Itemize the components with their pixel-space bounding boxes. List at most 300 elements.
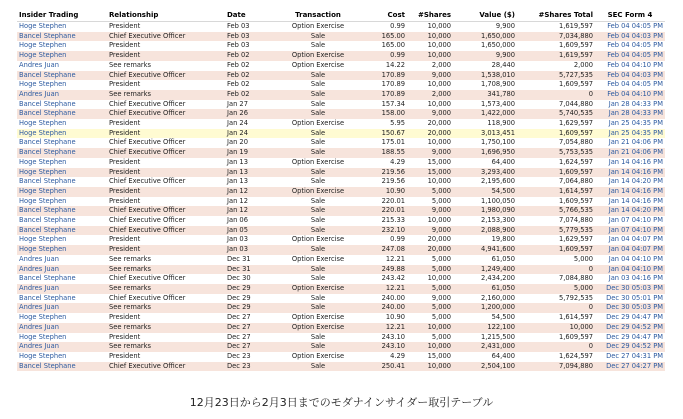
shares-cell: 10,000 (407, 274, 453, 284)
insider-cell[interactable]: Bancel Stephane (17, 274, 107, 284)
shares-cell: 10,000 (407, 51, 453, 61)
value-cell: 1,650,000 (453, 41, 517, 51)
relationship-cell: Chief Executive Officer (107, 71, 225, 81)
date-cell: Dec 27 (225, 323, 275, 333)
table-row (17, 22, 665, 32)
insider-cell[interactable]: Hoge Stephen (17, 158, 107, 168)
insider-cell[interactable]: Bancel Stephane (17, 362, 107, 372)
cost-cell: 170.89 (361, 90, 407, 100)
cost-cell: 243.42 (361, 274, 407, 284)
transaction-cell: Sale (275, 71, 361, 81)
sec-form-cell[interactable]: Jan 28 04:33 PM (595, 100, 665, 110)
sec-form-cell[interactable]: Jan 14 04:16 PM (595, 197, 665, 207)
value-cell: 1,650,000 (453, 32, 517, 42)
cost-cell: 4.29 (361, 158, 407, 168)
table-row (17, 100, 665, 110)
sec-form-cell[interactable]: Jan 03 04:16 PM (595, 274, 665, 284)
col-insider-header: Insider Trading (17, 10, 107, 22)
table-row (17, 177, 665, 187)
shares-cell: 20,000 (407, 129, 453, 139)
table-row (17, 138, 665, 148)
date-cell: Jan 19 (225, 148, 275, 158)
value-cell: 64,400 (453, 352, 517, 362)
value-cell: 61,050 (453, 255, 517, 265)
relationship-cell: President (107, 352, 225, 362)
insider-cell[interactable]: Andres Juan (17, 303, 107, 313)
insider-cell[interactable]: Andres Juan (17, 323, 107, 333)
value-cell: 1,750,100 (453, 138, 517, 148)
value-cell: 118,900 (453, 119, 517, 129)
shares-total-cell: 1,609,597 (517, 197, 595, 207)
shares-total-cell: 7,034,880 (517, 32, 595, 42)
transaction-cell: Option Exercise (275, 22, 361, 32)
shares-cell: 9,000 (407, 226, 453, 236)
relationship-cell: President (107, 235, 225, 245)
cost-cell: 4.29 (361, 352, 407, 362)
table-row (17, 235, 665, 245)
date-cell: Jan 24 (225, 129, 275, 139)
shares-cell: 20,000 (407, 235, 453, 245)
shares-cell: 15,000 (407, 352, 453, 362)
table-row (17, 245, 665, 255)
date-cell: Dec 30 (225, 274, 275, 284)
relationship-cell: See remarks (107, 303, 225, 313)
sec-form-cell[interactable]: Dec 29 04:52 PM (595, 342, 665, 352)
shares-total-cell: 5,000 (517, 284, 595, 294)
transaction-cell: Sale (275, 303, 361, 313)
transaction-cell: Option Exercise (275, 61, 361, 71)
transaction-cell: Sale (275, 138, 361, 148)
value-cell: 1,100,050 (453, 197, 517, 207)
col-sec-form-header: SEC Form 4 (595, 10, 665, 22)
shares-cell: 15,000 (407, 158, 453, 168)
shares-total-cell: 7,074,880 (517, 216, 595, 226)
shares-cell: 10,000 (407, 22, 453, 32)
value-cell: 4,941,600 (453, 245, 517, 255)
shares-total-cell: 0 (517, 342, 595, 352)
value-cell: 2,434,200 (453, 274, 517, 284)
transaction-cell: Option Exercise (275, 255, 361, 265)
sec-form-cell[interactable]: Dec 27 04:31 PM (595, 352, 665, 362)
shares-total-cell: 1,609,597 (517, 129, 595, 139)
transaction-cell: Sale (275, 216, 361, 226)
transaction-cell: Sale (275, 265, 361, 275)
insider-cell[interactable]: Bancel Stephane (17, 294, 107, 304)
shares-total-cell: 0 (517, 90, 595, 100)
insider-cell[interactable]: Hoge Stephen (17, 168, 107, 178)
sec-form-cell[interactable]: Jan 04 04:07 PM (595, 245, 665, 255)
sec-form-cell[interactable]: Jan 04 04:10 PM (595, 255, 665, 265)
sec-form-cell[interactable]: Jan 04 04:07 PM (595, 235, 665, 245)
date-cell: Dec 29 (225, 294, 275, 304)
shares-total-cell: 7,044,880 (517, 100, 595, 110)
value-cell: 1,249,400 (453, 265, 517, 275)
shares-total-cell: 1,609,597 (517, 168, 595, 178)
shares-cell: 5,000 (407, 313, 453, 323)
relationship-cell: Chief Executive Officer (107, 148, 225, 158)
shares-total-cell: 5,727,535 (517, 71, 595, 81)
date-cell: Jan 13 (225, 168, 275, 178)
sec-form-cell[interactable]: Dec 29 04:52 PM (595, 323, 665, 333)
relationship-cell: President (107, 197, 225, 207)
sec-form-cell[interactable]: Feb 04 04:10 PM (595, 90, 665, 100)
date-cell: Feb 03 (225, 41, 275, 51)
sec-form-cell[interactable]: Feb 04 04:03 PM (595, 71, 665, 81)
shares-cell: 10,000 (407, 32, 453, 42)
insider-cell[interactable]: Andres Juan (17, 342, 107, 352)
cost-cell: 12.21 (361, 323, 407, 333)
insider-cell[interactable]: Andres Juan (17, 90, 107, 100)
insider-cell[interactable]: Bancel Stephane (17, 177, 107, 187)
table-row (17, 265, 665, 275)
date-cell: Jan 12 (225, 197, 275, 207)
cost-cell: 220.01 (361, 206, 407, 216)
shares-total-cell: 2,000 (517, 61, 595, 71)
shares-total-cell: 1,624,597 (517, 158, 595, 168)
table-row (17, 61, 665, 71)
date-cell: Dec 31 (225, 255, 275, 265)
relationship-cell: President (107, 245, 225, 255)
insider-cell[interactable]: Hoge Stephen (17, 245, 107, 255)
transaction-cell: Sale (275, 226, 361, 236)
sec-form-cell[interactable]: Jan 14 04:20 PM (595, 177, 665, 187)
insider-cell[interactable]: Bancel Stephane (17, 32, 107, 42)
cost-cell: 0.99 (361, 51, 407, 61)
shares-cell: 10,000 (407, 342, 453, 352)
shares-cell: 9,000 (407, 294, 453, 304)
value-cell: 28,440 (453, 61, 517, 71)
table-row (17, 206, 665, 216)
cost-cell: 243.10 (361, 333, 407, 343)
table-row (17, 80, 665, 90)
date-cell: Dec 23 (225, 352, 275, 362)
sec-form-cell[interactable]: Jan 21 04:06 PM (595, 138, 665, 148)
insider-cell[interactable]: Hoge Stephen (17, 119, 107, 129)
shares-total-cell: 5,740,535 (517, 109, 595, 119)
transaction-cell: Option Exercise (275, 352, 361, 362)
value-cell: 1,573,400 (453, 100, 517, 110)
sec-form-cell[interactable]: Jan 14 04:16 PM (595, 187, 665, 197)
value-cell: 341,780 (453, 90, 517, 100)
sec-form-cell[interactable]: Jan 07 04:10 PM (595, 226, 665, 236)
sec-form-cell[interactable]: Dec 30 05:03 PM (595, 303, 665, 313)
shares-cell: 5,000 (407, 303, 453, 313)
value-cell: 54,500 (453, 313, 517, 323)
relationship-cell: Chief Executive Officer (107, 362, 225, 372)
date-cell: Dec 27 (225, 313, 275, 323)
insider-trading-table (17, 10, 665, 371)
date-cell: Jan 13 (225, 177, 275, 187)
sec-form-cell[interactable]: Dec 29 04:47 PM (595, 313, 665, 323)
sec-form-cell[interactable]: Jan 28 04:33 PM (595, 109, 665, 119)
shares-total-cell: 7,084,880 (517, 274, 595, 284)
date-cell: Jan 24 (225, 119, 275, 129)
sec-form-cell[interactable]: Feb 04 04:05 PM (595, 41, 665, 51)
shares-total-cell: 5,779,535 (517, 226, 595, 236)
relationship-cell: Chief Executive Officer (107, 206, 225, 216)
date-cell: Jan 06 (225, 216, 275, 226)
transaction-cell: Sale (275, 32, 361, 42)
date-cell: Jan 05 (225, 226, 275, 236)
shares-cell: 20,000 (407, 245, 453, 255)
transaction-cell: Sale (275, 41, 361, 51)
relationship-cell: President (107, 187, 225, 197)
cost-cell: 215.33 (361, 216, 407, 226)
transaction-cell: Sale (275, 109, 361, 119)
date-cell: Dec 23 (225, 362, 275, 372)
table-row (17, 255, 665, 265)
sec-form-cell[interactable]: Dec 27 04:27 PM (595, 362, 665, 372)
table-row (17, 342, 665, 352)
sec-form-cell[interactable]: Feb 04 04:10 PM (595, 61, 665, 71)
shares-total-cell: 1,609,597 (517, 41, 595, 51)
value-cell: 9,900 (453, 22, 517, 32)
date-cell: Dec 31 (225, 265, 275, 275)
date-cell: Jan 13 (225, 158, 275, 168)
cost-cell: 170.89 (361, 71, 407, 81)
table-row (17, 51, 665, 61)
transaction-cell: Sale (275, 274, 361, 284)
col-cost-header: Cost (361, 10, 407, 22)
insider-cell[interactable]: Hoge Stephen (17, 22, 107, 32)
insider-cell[interactable]: Bancel Stephane (17, 109, 107, 119)
shares-total-cell: 1,614,597 (517, 187, 595, 197)
insider-cell[interactable]: Hoge Stephen (17, 129, 107, 139)
date-cell: Dec 27 (225, 333, 275, 343)
sec-form-cell[interactable]: Feb 04 04:05 PM (595, 51, 665, 61)
cost-cell: 0.99 (361, 22, 407, 32)
table-row (17, 294, 665, 304)
insider-cell[interactable]: Bancel Stephane (17, 148, 107, 158)
shares-cell: 2,000 (407, 90, 453, 100)
insider-cell[interactable]: Bancel Stephane (17, 216, 107, 226)
insider-cell[interactable]: Andres Juan (17, 61, 107, 71)
value-cell: 54,500 (453, 187, 517, 197)
insider-cell[interactable]: Andres Juan (17, 265, 107, 275)
value-cell: 2,088,900 (453, 226, 517, 236)
shares-total-cell: 1,619,597 (517, 22, 595, 32)
value-cell: 1,538,010 (453, 71, 517, 81)
value-cell: 1,422,000 (453, 109, 517, 119)
cost-cell: 243.10 (361, 342, 407, 352)
cost-cell: 170.89 (361, 80, 407, 90)
sec-form-cell[interactable]: Feb 04 04:03 PM (595, 32, 665, 42)
transaction-cell: Option Exercise (275, 284, 361, 294)
cost-cell: 165.00 (361, 32, 407, 42)
transaction-cell: Sale (275, 206, 361, 216)
insider-cell[interactable]: Hoge Stephen (17, 80, 107, 90)
relationship-cell: President (107, 168, 225, 178)
shares-cell: 20,000 (407, 119, 453, 129)
insider-cell[interactable]: Andres Juan (17, 284, 107, 294)
cost-cell: 14.22 (361, 61, 407, 71)
sec-form-cell[interactable]: Dec 29 04:47 PM (595, 333, 665, 343)
table-row (17, 119, 665, 129)
sec-form-cell[interactable]: Jan 14 04:20 PM (595, 206, 665, 216)
sec-form-cell[interactable]: Feb 04 04:05 PM (595, 80, 665, 90)
relationship-cell: Chief Executive Officer (107, 109, 225, 119)
cost-cell: 10.90 (361, 313, 407, 323)
cost-cell: 240.00 (361, 303, 407, 313)
value-cell: 3,293,400 (453, 168, 517, 178)
transaction-cell: Sale (275, 362, 361, 372)
transaction-cell: Sale (275, 148, 361, 158)
insider-cell[interactable]: Bancel Stephane (17, 100, 107, 110)
shares-total-cell: 1,614,597 (517, 313, 595, 323)
shares-cell: 5,000 (407, 333, 453, 343)
relationship-cell: President (107, 22, 225, 32)
table-row (17, 187, 665, 197)
col-shares-total-header: #Shares Total (517, 10, 595, 22)
date-cell: Jan 12 (225, 206, 275, 216)
value-cell: 2,153,300 (453, 216, 517, 226)
table-row (17, 90, 665, 100)
transaction-cell: Option Exercise (275, 158, 361, 168)
date-cell: Dec 29 (225, 303, 275, 313)
shares-cell: 10,000 (407, 362, 453, 372)
shares-cell: 5,000 (407, 187, 453, 197)
shares-total-cell: 5,753,535 (517, 148, 595, 158)
shares-cell: 10,000 (407, 100, 453, 110)
insider-cell[interactable]: Bancel Stephane (17, 71, 107, 81)
transaction-cell: Option Exercise (275, 187, 361, 197)
sec-form-cell[interactable]: Jan 04 04:10 PM (595, 265, 665, 275)
relationship-cell: Chief Executive Officer (107, 177, 225, 187)
table-row (17, 352, 665, 362)
relationship-cell: See remarks (107, 284, 225, 294)
insider-cell[interactable]: Hoge Stephen (17, 197, 107, 207)
shares-cell: 10,000 (407, 80, 453, 90)
table-row (17, 109, 665, 119)
relationship-cell: President (107, 41, 225, 51)
sec-form-cell[interactable]: Jan 14 04:16 PM (595, 168, 665, 178)
insider-cell[interactable]: Bancel Stephane (17, 206, 107, 216)
insider-cell[interactable]: Bancel Stephane (17, 138, 107, 148)
value-cell: 61,050 (453, 284, 517, 294)
date-cell: Feb 02 (225, 80, 275, 90)
table-row (17, 323, 665, 333)
table-row (17, 41, 665, 51)
col-relationship-header: Relationship (107, 10, 225, 22)
shares-total-cell: 0 (517, 265, 595, 275)
date-cell: Feb 03 (225, 22, 275, 32)
shares-cell: 10,000 (407, 41, 453, 51)
value-cell: 9,900 (453, 51, 517, 61)
shares-cell: 10,000 (407, 138, 453, 148)
value-cell: 1,708,900 (453, 80, 517, 90)
sec-form-cell[interactable]: Jan 14 04:16 PM (595, 158, 665, 168)
cost-cell: 219.56 (361, 177, 407, 187)
value-cell: 1,200,000 (453, 303, 517, 313)
cost-cell: 188.55 (361, 148, 407, 158)
date-cell: Feb 02 (225, 90, 275, 100)
cost-cell: 250.41 (361, 362, 407, 372)
col-shares-header: #Shares (407, 10, 453, 22)
table-row (17, 158, 665, 168)
shares-total-cell: 1,629,597 (517, 119, 595, 129)
insider-cell[interactable]: Hoge Stephen (17, 51, 107, 61)
relationship-cell: President (107, 51, 225, 61)
insider-cell[interactable]: Bancel Stephane (17, 226, 107, 236)
shares-total-cell: 1,624,597 (517, 352, 595, 362)
relationship-cell: Chief Executive Officer (107, 274, 225, 284)
transaction-cell: Sale (275, 80, 361, 90)
shares-cell: 2,000 (407, 61, 453, 71)
relationship-cell: President (107, 158, 225, 168)
sec-form-cell[interactable]: Jan 25 04:35 PM (595, 119, 665, 129)
relationship-cell: Chief Executive Officer (107, 138, 225, 148)
shares-total-cell: 1,619,597 (517, 51, 595, 61)
col-transaction-header: Transaction (275, 10, 361, 22)
shares-total-cell: 5,000 (517, 255, 595, 265)
insider-cell[interactable]: Hoge Stephen (17, 333, 107, 343)
relationship-cell: Chief Executive Officer (107, 226, 225, 236)
table-row (17, 303, 665, 313)
date-cell: Dec 29 (225, 284, 275, 294)
relationship-cell: President (107, 119, 225, 129)
sec-form-cell[interactable]: Jan 25 04:35 PM (595, 129, 665, 139)
value-cell: 1,696,950 (453, 148, 517, 158)
insider-cell[interactable]: Hoge Stephen (17, 352, 107, 362)
insider-trading-table-container (17, 10, 665, 371)
value-cell: 2,431,000 (453, 342, 517, 352)
shares-total-cell: 1,609,597 (517, 333, 595, 343)
table-row (17, 71, 665, 81)
transaction-cell: Sale (275, 168, 361, 178)
shares-cell: 5,000 (407, 284, 453, 294)
table-row (17, 148, 665, 158)
col-value-header: Value ($) (453, 10, 517, 22)
shares-cell: 10,000 (407, 216, 453, 226)
insider-cell[interactable]: Hoge Stephen (17, 187, 107, 197)
shares-total-cell: 7,094,880 (517, 362, 595, 372)
shares-total-cell: 1,609,597 (517, 245, 595, 255)
insider-cell[interactable]: Andres Juan (17, 255, 107, 265)
table-header-row (17, 10, 665, 22)
date-cell: Jan 03 (225, 245, 275, 255)
transaction-cell: Sale (275, 90, 361, 100)
date-cell: Jan 26 (225, 109, 275, 119)
insider-cell[interactable]: Hoge Stephen (17, 313, 107, 323)
transaction-cell: Sale (275, 177, 361, 187)
table-caption: 12月23日から2月3日までのモダナインサイダー取引テーブル (189, 396, 494, 409)
transaction-cell: Option Exercise (275, 235, 361, 245)
value-cell: 2,195,600 (453, 177, 517, 187)
insider-cell[interactable]: Hoge Stephen (17, 41, 107, 51)
sec-form-cell[interactable]: Dec 30 05:01 PM (595, 294, 665, 304)
cost-cell: 220.01 (361, 197, 407, 207)
relationship-cell: Chief Executive Officer (107, 32, 225, 42)
cost-cell: 12.21 (361, 255, 407, 265)
sec-form-cell[interactable]: Jan 07 04:10 PM (595, 216, 665, 226)
transaction-cell: Option Exercise (275, 51, 361, 61)
cost-cell: 10.90 (361, 187, 407, 197)
insider-cell[interactable]: Hoge Stephen (17, 235, 107, 245)
date-cell: Jan 03 (225, 235, 275, 245)
table-row (17, 362, 665, 372)
sec-form-cell[interactable]: Dec 30 05:03 PM (595, 284, 665, 294)
transaction-cell: Sale (275, 333, 361, 343)
cost-cell: 5.95 (361, 119, 407, 129)
value-cell: 19,800 (453, 235, 517, 245)
shares-total-cell: 7,064,880 (517, 177, 595, 187)
date-cell: Feb 02 (225, 71, 275, 81)
date-cell: Jan 12 (225, 187, 275, 197)
sec-form-cell[interactable]: Feb 04 04:05 PM (595, 22, 665, 32)
date-cell: Feb 03 (225, 32, 275, 42)
sec-form-cell[interactable]: Jan 21 04:06 PM (595, 148, 665, 158)
relationship-cell: Chief Executive Officer (107, 294, 225, 304)
